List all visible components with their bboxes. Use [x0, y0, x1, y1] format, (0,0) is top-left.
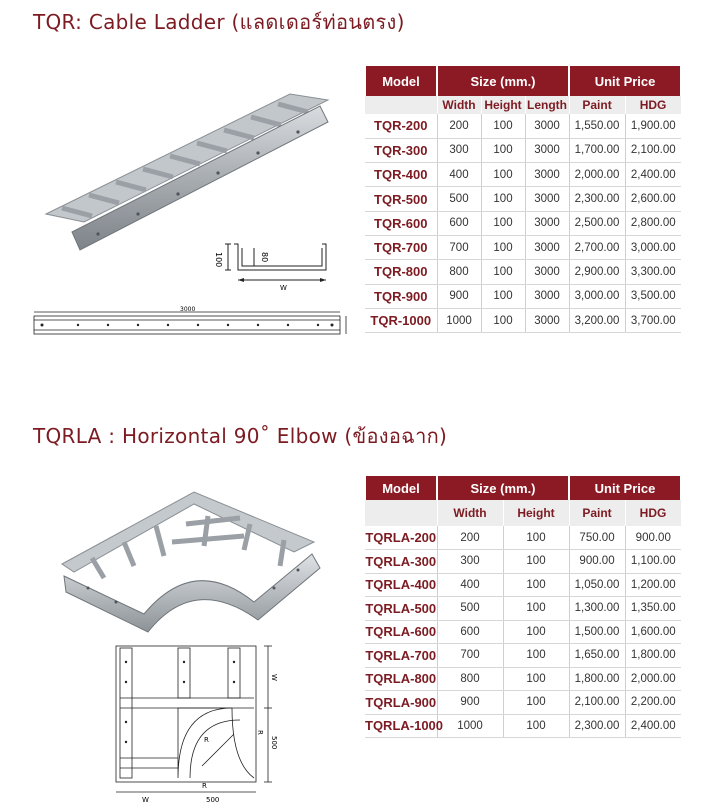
- hdg-cell: 1,600.00: [625, 620, 681, 644]
- width-cell: 500: [437, 597, 503, 621]
- tqr-price-table: [364, 66, 682, 333]
- hdg-header: HDG: [625, 500, 681, 526]
- paint-cell: 1,700.00: [569, 138, 625, 162]
- width-cell: 900: [437, 284, 481, 308]
- paint-cell: 1,550.00: [569, 114, 625, 138]
- model-cell: TQR-700: [365, 235, 437, 259]
- length-cell: 3000: [525, 308, 569, 332]
- width-cell: 600: [437, 211, 481, 235]
- unit-price-header: Unit Price: [569, 66, 681, 96]
- hdg-cell: 1,200.00: [625, 573, 681, 597]
- length-cell: 3000: [525, 284, 569, 308]
- length-label: 3000: [180, 306, 196, 313]
- width-cell: 600: [437, 620, 503, 644]
- paint-cell: 1,800.00: [569, 667, 625, 691]
- paint-cell: 1,650.00: [569, 644, 625, 668]
- paint-cell: 1,500.00: [569, 620, 625, 644]
- hdg-cell: 2,100.00: [625, 138, 681, 162]
- size-header: Size (mm.): [437, 66, 569, 96]
- table-row: [365, 284, 681, 308]
- cross-section-drawing: [214, 240, 338, 295]
- length-cell: 3000: [525, 235, 569, 259]
- hdg-cell: 2,400.00: [625, 163, 681, 187]
- height-cell: 100: [503, 597, 569, 621]
- hdg-cell: 1,100.00: [625, 550, 681, 574]
- table-row: [365, 620, 681, 644]
- height-cell: 100: [481, 138, 525, 162]
- table-row: [365, 550, 681, 574]
- hdg-cell: 1,350.00: [625, 597, 681, 621]
- width-cell: 300: [437, 550, 503, 574]
- height-cell: 100: [481, 284, 525, 308]
- r-label-bottom: R: [202, 782, 207, 790]
- table-row: [365, 114, 681, 138]
- model-cell: TQRLA-800: [365, 667, 437, 691]
- table-row: [365, 187, 681, 211]
- width-cell: 700: [437, 644, 503, 668]
- height-cell: 100: [481, 163, 525, 187]
- w-label-side: W: [270, 674, 278, 681]
- model-cell: TQRLA-1000: [365, 714, 437, 738]
- paint-header: Paint: [569, 500, 625, 526]
- model-cell: TQR-1000: [365, 308, 437, 332]
- horizontal-elbow-image: [44, 484, 344, 644]
- width-header: Width: [437, 500, 503, 526]
- length-cell: 3000: [525, 163, 569, 187]
- dim-500-side: 500: [270, 736, 278, 750]
- model-header: Model: [365, 476, 437, 500]
- table-row: [365, 308, 681, 332]
- side-elevation-drawing: [26, 306, 356, 342]
- unit-price-header: Unit Price: [569, 476, 681, 500]
- table-row: [365, 597, 681, 621]
- model-cell: TQR-900: [365, 284, 437, 308]
- table-row: [365, 526, 681, 550]
- hdg-header: HDG: [625, 96, 681, 114]
- height-cell: 100: [481, 211, 525, 235]
- table-row: [365, 573, 681, 597]
- inner-height-label: 80: [260, 252, 269, 263]
- paint-cell: 3,200.00: [569, 308, 625, 332]
- model-cell: TQR-600: [365, 211, 437, 235]
- section1-title: TQR: Cable Ladder (แลดเดอร์ท่อนตรง): [33, 10, 405, 34]
- height-cell: 100: [503, 714, 569, 738]
- width-cell: 400: [437, 163, 481, 187]
- table-row: [365, 163, 681, 187]
- tqrla-price-table: [364, 476, 682, 738]
- hdg-cell: 3,300.00: [625, 260, 681, 284]
- hdg-cell: 3,700.00: [625, 308, 681, 332]
- hdg-cell: 900.00: [625, 526, 681, 550]
- width-cell: 1000: [437, 714, 503, 738]
- table-row: [365, 235, 681, 259]
- w-label-bottom: W: [142, 796, 149, 804]
- height-cell: 100: [481, 235, 525, 259]
- height-cell: 100: [503, 667, 569, 691]
- hdg-cell: 2,200.00: [625, 691, 681, 715]
- table-row: [365, 667, 681, 691]
- length-header: Length: [525, 96, 569, 114]
- height-cell: 100: [481, 260, 525, 284]
- width-cell: 900: [437, 691, 503, 715]
- paint-cell: 2,500.00: [569, 211, 625, 235]
- model-cell: TQR-400: [365, 163, 437, 187]
- paint-cell: 3,000.00: [569, 284, 625, 308]
- height-header: Height: [503, 500, 569, 526]
- paint-cell: 2,000.00: [569, 163, 625, 187]
- model-cell: TQR-800: [365, 260, 437, 284]
- paint-cell: 2,300.00: [569, 714, 625, 738]
- hdg-cell: 2,800.00: [625, 211, 681, 235]
- height-cell: 100: [503, 691, 569, 715]
- model-cell: TQR-200: [365, 114, 437, 138]
- width-label: W: [280, 284, 287, 292]
- width-header: Width: [437, 96, 481, 114]
- hdg-cell: 3,500.00: [625, 284, 681, 308]
- length-cell: 3000: [525, 187, 569, 211]
- paint-cell: 2,900.00: [569, 260, 625, 284]
- table-row: [365, 260, 681, 284]
- height-cell: 100: [481, 114, 525, 138]
- section2-title: TQRLA : Horizontal 90˚ Elbow (ข้องอฉาก): [33, 424, 448, 448]
- hdg-cell: 1,800.00: [625, 644, 681, 668]
- width-cell: 700: [437, 235, 481, 259]
- table-row: [365, 211, 681, 235]
- dim-500-bottom: 500: [206, 796, 220, 804]
- table-row: [365, 714, 681, 738]
- height-label: 100: [214, 252, 223, 268]
- paint-cell: 2,300.00: [569, 187, 625, 211]
- length-cell: 3000: [525, 138, 569, 162]
- height-cell: 100: [503, 644, 569, 668]
- paint-header: Paint: [569, 96, 625, 114]
- paint-cell: 2,700.00: [569, 235, 625, 259]
- table-row: [365, 138, 681, 162]
- paint-cell: 900.00: [569, 550, 625, 574]
- model-cell: TQRLA-500: [365, 597, 437, 621]
- model-cell: TQRLA-900: [365, 691, 437, 715]
- paint-cell: 2,100.00: [569, 691, 625, 715]
- cable-ladder-image: [28, 82, 338, 262]
- hdg-cell: 1,900.00: [625, 114, 681, 138]
- length-cell: 3000: [525, 211, 569, 235]
- length-cell: 3000: [525, 260, 569, 284]
- height-cell: 100: [503, 526, 569, 550]
- model-cell: TQR-300: [365, 138, 437, 162]
- width-cell: 800: [437, 667, 503, 691]
- length-cell: 3000: [525, 114, 569, 138]
- model-cell: TQRLA-400: [365, 573, 437, 597]
- width-cell: 800: [437, 260, 481, 284]
- paint-cell: 1,050.00: [569, 573, 625, 597]
- paint-cell: 750.00: [569, 526, 625, 550]
- r-label-side: R: [256, 730, 264, 735]
- table-row: [365, 644, 681, 668]
- model-cell: TQRLA-600: [365, 620, 437, 644]
- height-cell: 100: [481, 308, 525, 332]
- width-cell: 200: [437, 114, 481, 138]
- hdg-cell: 2,400.00: [625, 714, 681, 738]
- width-cell: 500: [437, 187, 481, 211]
- width-cell: 300: [437, 138, 481, 162]
- model-cell: TQRLA-300: [365, 550, 437, 574]
- elbow-plan-drawing: [104, 642, 280, 807]
- hdg-cell: 2,000.00: [625, 667, 681, 691]
- width-cell: 1000: [437, 308, 481, 332]
- model-cell: TQRLA-700: [365, 644, 437, 668]
- height-cell: 100: [503, 620, 569, 644]
- width-cell: 400: [437, 573, 503, 597]
- height-cell: 100: [503, 573, 569, 597]
- table-row: [365, 691, 681, 715]
- r-label-inner: R: [204, 736, 209, 744]
- height-cell: 100: [481, 187, 525, 211]
- paint-cell: 1,300.00: [569, 597, 625, 621]
- model-header: Model: [365, 66, 437, 96]
- model-cell: TQR-500: [365, 187, 437, 211]
- hdg-cell: 2,600.00: [625, 187, 681, 211]
- height-cell: 100: [503, 550, 569, 574]
- model-cell: TQRLA-200: [365, 526, 437, 550]
- width-cell: 200: [437, 526, 503, 550]
- size-header: Size (mm.): [437, 476, 569, 500]
- height-header: Height: [481, 96, 525, 114]
- hdg-cell: 3,000.00: [625, 235, 681, 259]
